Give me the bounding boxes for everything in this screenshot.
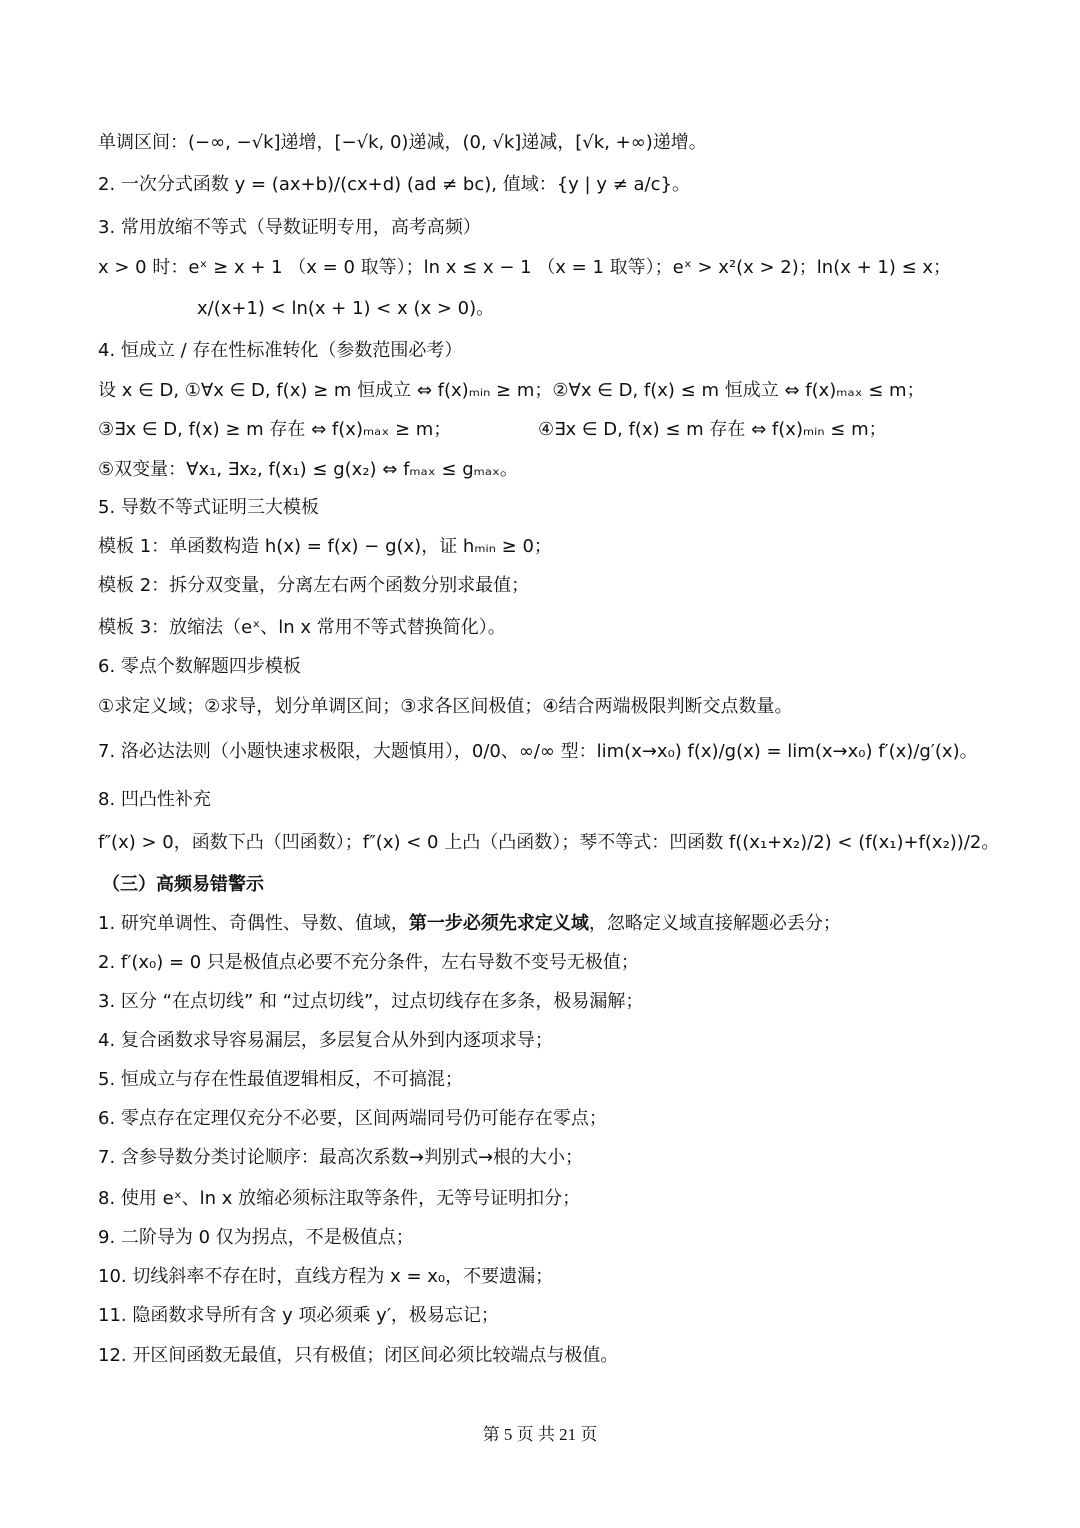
scaling-inequalities-line: x > 0 时：eˣ ≥ x + 1 （x = 0 取等）；ln x ≤ x − 1 （x = 1 取等）；eˣ > x²(x > 2)；ln(x + 1) ≤ x； [98, 257, 952, 278]
warning-5: 5. 恒成立与存在性最值逻辑相反，不可搞混； [98, 1069, 463, 1090]
zero-count-steps: ①求定义域；②求导，划分单调区间；③求各区间极值；④结合两端极限判断交点数量。 [98, 696, 793, 717]
warning-6: 6. 零点存在定理仅充分不必要，区间两端同号仍可能存在零点； [98, 1108, 607, 1129]
conversion-rule-4: ④∃x ∈ D, f(x) ≤ m 存在 ⇔ f(x)ₘᵢₙ ≤ m； [538, 419, 887, 440]
warning-11: 11. 隐函数求导所有含 y 项必须乘 y′，极易忘记； [98, 1305, 499, 1326]
section-title: （三）高频易错警示 [102, 874, 264, 895]
conversion-rule-3: ③∃x ∈ D, f(x) ≥ m 存在 ⇔ f(x)ₘₐₓ ≥ m； [98, 419, 452, 440]
warning-10: 10. 切线斜率不存在时，直线方程为 x = x₀，不要遗漏； [98, 1266, 554, 1287]
warning-2: 2. f′(x₀) = 0 只是极值点必要不充分条件，左右导数不变号无极值； [98, 952, 639, 973]
warning-1-suffix: ，忽略定义域直接解题必丢分； [588, 913, 841, 934]
template-2: 模板 2：拆分双变量，分离左右两个函数分别求最值； [98, 575, 530, 596]
item-5-heading: 5. 导数不等式证明三大模板 [98, 497, 319, 518]
template-1: 模板 1：单函数构造 h(x) = f(x) − g(x)，证 hₘᵢₙ ≥ 0； [98, 536, 552, 557]
warning-8: 8. 使用 eˣ、ln x 放缩必须标注取等条件，无等号证明扣分； [98, 1188, 581, 1209]
page-footer: 第 5 页 共 21 页 [482, 1425, 598, 1444]
warning-7: 7. 含参导数分类讨论顺序：最高次系数→判别式→根的大小； [98, 1147, 584, 1168]
conversion-rule-1-2: 设 x ∈ D, ①∀x ∈ D, f(x) ≥ m 恒成立 ⇔ f(x)ₘᵢₙ ≥ m；②∀x ∈ D, f(x) ≤ m 恒成立 ⇔ f(x)ₘₐₓ ≤ m； [98, 380, 925, 401]
item-7-lhopital: 7. 洛必达法则（小题快速求极限，大题慎用），0/0、∞/∞ 型：lim(x→x₀) f(x)/g(x) = lim(x→x₀) f′(x)/g′(x)。 [98, 741, 978, 762]
item-8-heading: 8. 凹凸性补充 [98, 789, 211, 810]
warning-1-emphasis: 第一步必须先求定义域 [408, 913, 589, 934]
warning-4: 4. 复合函数求导容易漏层，多层复合从外到内逐项求导； [98, 1030, 553, 1051]
item-4-heading: 4. 恒成立 / 存在性标准转化（参数范围必考） [98, 340, 463, 361]
item-6-heading: 6. 零点个数解题四步模板 [98, 656, 301, 677]
item-3-heading: 3. 常用放缩不等式（导数证明专用，高考高频） [98, 217, 481, 238]
scaling-inequalities-line-2: x/(x+1) < ln(x + 1) < x (x > 0)。 [197, 298, 495, 319]
warning-9: 9. 二阶导为 0 仅为拐点，不是极值点； [98, 1227, 414, 1248]
monotonic-intervals-line: 单调区间：(−∞, −√k]递增，[−√k, 0)递减，(0, √k]递减，[√k, +∞)递增。 [98, 132, 707, 153]
item-2-linear-fraction: 2. 一次分式函数 y = (ax+b)/(cx+d) (ad ≠ bc), 值域：{y | y ≠ a/c}。 [98, 174, 690, 195]
warning-3: 3. 区分 “在点切线” 和 “过点切线”，过点切线存在多条，极易漏解； [98, 991, 644, 1012]
conversion-rule-5: ⑤双变量：∀x₁, ∃x₂, f(x₁) ≤ g(x₂) ⇔ fₘₐₓ ≤ gₘₐₓ。 [98, 459, 518, 480]
template-3: 模板 3：放缩法（eˣ、ln x 常用不等式替换简化）。 [98, 617, 506, 638]
warning-12: 12. 开区间函数无最值，只有极值；闭区间必须比较端点与极值。 [98, 1345, 619, 1366]
warning-1 [98, 913, 841, 935]
warning-1-prefix: 1. 研究单调性、奇偶性、导数、值域， [98, 913, 409, 934]
convexity-line: f″(x) > 0，函数下凸（凹函数）；f″(x) < 0 上凸（凸函数）；琴不等式：凹函数 f((x₁+x₂)/2) < (f(x₁)+f(x₂))/2。 [98, 832, 1000, 853]
